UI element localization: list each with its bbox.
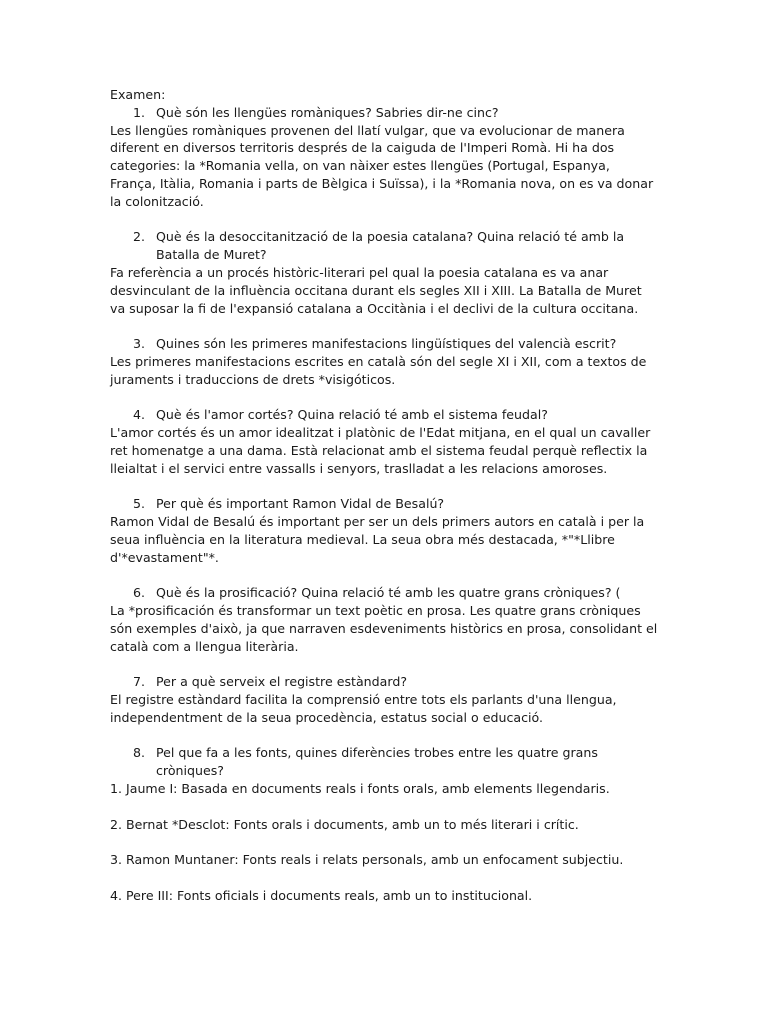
spacer [110,317,658,335]
answer-2: Fa referència a un procés històric-literari pel qual la poesia catalana es va anar desvinculant de la influència occitana durant els segles XII i XIII. La Batalla de Muret va suposar la fi de l'expansió catalana a Occitània i el declivi de la cultura occitana. [110,264,642,316]
document-title: Examen: [110,87,166,102]
chronicle-item-3: 3. Ramon Muntaner: Fonts reals i relats personals, amb un enfocament subjectiu. [110,852,624,868]
answer-6: La *prosificación és transformar un text poètic en prosa. Les quatre grans cròniques són exemples d'això, ja que narraven esdeveniments històrics en prosa, consolidant el català com a llengua literària. [110,603,658,654]
question-5 [110,495,658,513]
question-text: Què és la desoccitanització de la poesia catalana? Quina relació té amb la Batalla de Muret? [156,229,625,263]
question-3 [110,335,658,353]
spacer [110,869,658,887]
question-text: Què és l'amor cortés? Quina relació té amb el sistema feudal? [156,407,548,423]
question-number: 7. [133,674,146,690]
question-4 [110,406,658,424]
question-number: 3. [133,336,146,352]
answer-1: Les llengües romàniques provenen del llatí vulgar, que va evolucionar de manera diferent en diversos territoris després de la caiguda de l'Imperi Romà. Hi ha dos categories: la *Romania vella, on van nàixer estes llengües (Portugal, Espanya, França, Itàlia, Romania i parts de Bèlgica i Suïssa), i la *Romania nova, on es va donar la colonització. [110,122,654,209]
question-number: 8. [133,745,146,761]
question-8 [110,744,658,780]
spacer [110,656,658,674]
question-text: Quines són les primeres manifestacions lingüístiques del valencià escrit? [156,336,617,352]
question-text: Què és la prosificació? Quina relació té amb les quatre grans cròniques? ( [156,585,621,601]
answer-4: L'amor cortés és un amor idealitzat i platònic de l'Edat mitjana, en el qual un cavaller ret homenatge a una dama. Està relacionat amb el sistema feudal perquè reflectix la lleialtat i el servici entre vassalls i senyors, traslladat a les relacions amoroses. [110,425,651,476]
spacer [110,389,658,407]
document-page [110,86,658,905]
spacer [110,833,658,851]
question-text: Pel que fa a les fonts, quines diferències trobes entre les quatre grans cròniques? [156,745,598,779]
question-number: 4. [133,407,146,423]
question-number: 6. [133,585,146,601]
chronicle-item-2: 2. Bernat *Desclot: Fonts orals i documents, amb un to més literari i crític. [110,816,579,832]
spacer [110,478,658,496]
answer-7: El registre estàndard facilita la comprensió entre tots els parlants d'una llengua, independentment de la seua procedència, estatus social o educació. [110,692,617,725]
question-text: Què són les llengües romàniques? Sabries dir-ne cinc? [156,104,499,120]
question-text: Per a què serveix el registre estàndard? [156,674,408,690]
question-6 [110,584,658,602]
spacer [110,567,658,585]
question-number: 5. [133,496,146,512]
question-text: Per què és important Ramon Vidal de Besalú? [156,496,445,512]
spacer [110,727,658,745]
question-number: 2. [133,229,146,245]
question-number: 1. [133,104,146,120]
chronicle-item-1: 1. Jaume I: Basada en documents reals i fonts orals, amb elements llegendaris. [110,781,610,797]
spacer [110,211,658,229]
question-2 [110,228,658,264]
spacer [110,798,658,816]
answer-5: Ramon Vidal de Besalú és important per ser un dels primers autors en català i per la seua influència en la literatura medieval. La seua obra més destacada, *"*Llibre d'*evastament"*. [110,514,645,565]
answer-3: Les primeres manifestacions escrites en català són del segle XI i XII, com a textos de juraments i traduccions de drets *visigóticos. [110,353,647,387]
chronicle-item-4: 4. Pere III: Fonts oficials i documents reals, amb un to institucional. [110,887,533,903]
question-7 [110,673,658,691]
question-1 [110,104,658,122]
